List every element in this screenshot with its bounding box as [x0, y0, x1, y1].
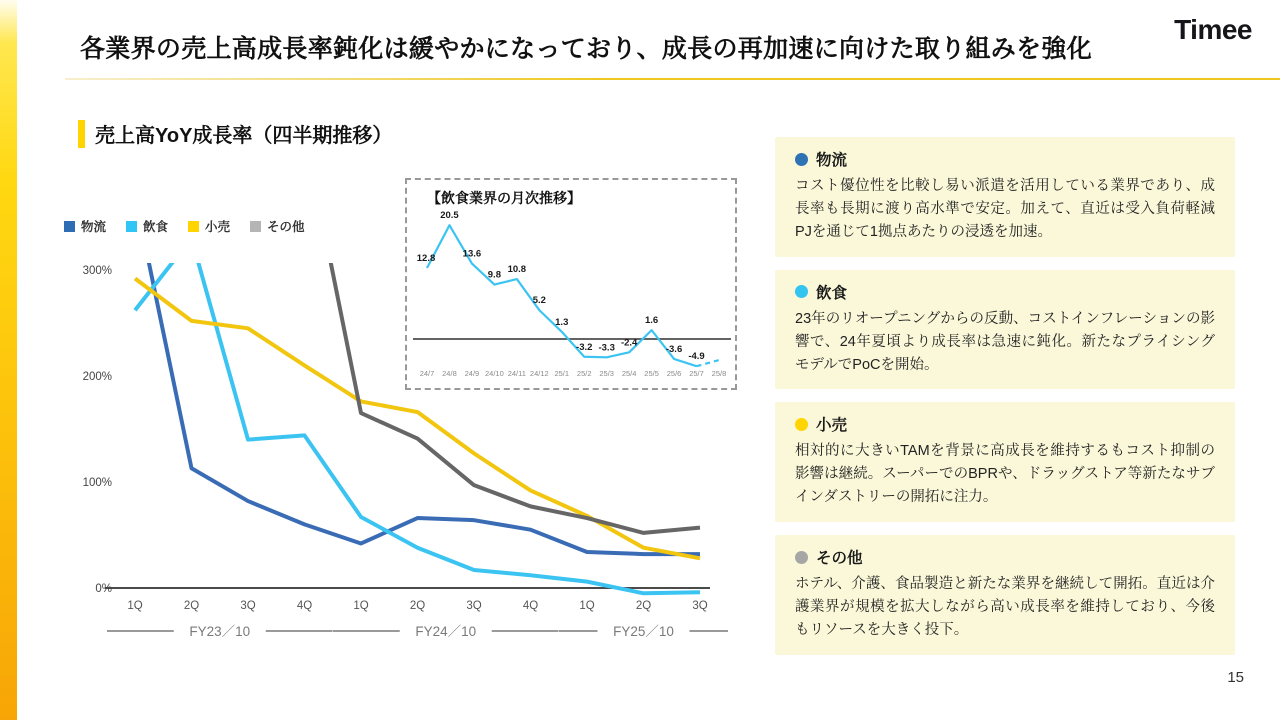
inset-value-label-25/4: -2.4	[620, 337, 638, 349]
inset-value-label-25/3: -3.3	[598, 342, 615, 354]
inset-title: 【飲食業界の月次推移】	[427, 190, 581, 206]
industry-name-others: その他	[816, 550, 863, 568]
food-monthly-trend-chart	[407, 208, 737, 388]
industry-body-logistics: コスト優位性を比較し易い派遣を活用している業界であり、成長率も長期に渡り高水準で安定。加えて、直近は受入負荷軽減PJを通じて1拠点あたりの浸透を加速。	[795, 178, 1215, 240]
inset-value-label-25/5: 1.6	[644, 315, 659, 327]
inset-x-tick-24/7: 24/7	[419, 369, 435, 378]
legend-swatch-logistics	[64, 221, 75, 232]
title-underline	[65, 78, 1280, 80]
left-accent-bar	[0, 0, 17, 720]
legend-label-others: その他	[267, 220, 305, 234]
legend-swatch-retail	[188, 221, 199, 232]
inset-x-tick-25/7: 25/7	[689, 369, 704, 378]
y-tick-0%: 0%	[95, 583, 112, 595]
industry-dot-retail	[795, 418, 808, 431]
fy-label-0: FY23／10	[189, 624, 251, 639]
inset-value-label-24/12: 5.2	[532, 295, 546, 307]
industry-dot-logistics	[795, 153, 808, 166]
industry-box-retail	[775, 402, 1235, 522]
x-tick-q2: 2Q	[183, 600, 200, 612]
inset-value-label-24/11: 10.8	[507, 264, 527, 276]
inset-x-tick-25/3: 25/3	[599, 369, 614, 378]
x-tick-q5: 1Q	[353, 600, 369, 612]
industry-body-others: ホテル、介護、食品製造と新たな業界を継続して開拓。直近は介護業界が規模を拡大しながら高い成長率を維持しており、今後もリソースを大きく投下。	[795, 576, 1215, 638]
fy-label-1: FY24／10	[415, 624, 477, 639]
inset-x-tick-25/2: 25/2	[576, 369, 592, 378]
industry-box-header-food	[795, 281, 1215, 303]
industry-box-header-logistics	[795, 148, 1215, 170]
legend-item-retail	[188, 217, 230, 235]
y-tick-300%: 300%	[82, 265, 112, 277]
chart-legend	[64, 217, 305, 235]
industry-box-header-others	[795, 546, 1215, 568]
inset-x-tick-25/1: 25/1	[554, 369, 570, 378]
industry-name-logistics: 物流	[816, 152, 848, 169]
fy-label-2: FY25／10	[613, 624, 674, 639]
inset-x-tick-24/11: 24/11	[507, 369, 526, 378]
inset-value-label-25/2: -3.2	[576, 341, 593, 353]
inset-value-label-24/9: 13.6	[462, 248, 482, 260]
industry-name-food: 飲食	[816, 284, 848, 302]
industry-body-retail: 相対的に大きいTAMを背景に高成長を維持するもコスト抑制の影響は継続。スーパーでのBPRや、ドラッグストア等新たなサブインダストリーの開拓に注力。	[795, 443, 1215, 506]
inset-value-label-25/1: 1.3	[555, 316, 569, 328]
industry-body-food: 23年のリオープニングからの反動、コストインフレーションの影響で、24年夏頃より成長率は急速に鈍化。新たなプライシングモデルでPoCを開始。	[795, 310, 1215, 373]
inset-x-tick-25/5: 25/5	[644, 369, 659, 378]
page-number: 15	[1227, 669, 1244, 686]
x-tick-q9: 1Q	[579, 600, 595, 612]
monthly-inset-panel	[405, 178, 737, 390]
x-tick-q7: 3Q	[466, 600, 482, 612]
industry-box-header-retail	[795, 413, 1215, 435]
inset-value-label-24/10: 9.8	[487, 269, 501, 281]
x-tick-q4: 4Q	[296, 600, 313, 612]
x-tick-q1: 1Q	[127, 600, 143, 612]
y-tick-100%: 100%	[82, 477, 112, 489]
x-tick-q11: 3Q	[692, 600, 708, 612]
y-tick-200%: 200%	[82, 371, 112, 383]
x-tick-q6: 2Q	[409, 600, 426, 612]
legend-item-logistics	[64, 217, 106, 235]
x-tick-q8: 4Q	[522, 600, 539, 612]
inset-series-line	[427, 225, 697, 366]
inset-x-tick-24/10: 24/10	[484, 369, 504, 378]
section-accent-bar	[78, 120, 85, 148]
inset-x-tick-25/8: 25/8	[711, 369, 727, 378]
industry-box-food	[775, 270, 1235, 390]
section-title: 売上高YoY成長率（四半期推移）	[95, 125, 393, 147]
inset-x-tick-24/9: 24/9	[464, 369, 480, 378]
inset-x-tick-25/4: 25/4	[621, 369, 637, 378]
legend-label-retail: 小売	[205, 220, 231, 234]
slide-title: 各業界の売上高成長率鈍化は緩やかになっており、成長の再加速に向けた取り組みを強化	[80, 35, 1093, 63]
timee-logo: Timee	[1174, 14, 1252, 45]
inset-x-tick-24/12: 24/12	[529, 369, 549, 378]
legend-swatch-food	[126, 221, 137, 232]
industry-dot-food	[795, 285, 808, 298]
inset-x-tick-25/6: 25/6	[666, 369, 682, 378]
x-tick-q3: 3Q	[240, 600, 256, 612]
industry-box-logistics	[775, 137, 1235, 257]
legend-item-food	[126, 217, 168, 235]
x-tick-q10: 2Q	[635, 600, 652, 612]
industry-commentary-column	[775, 137, 1235, 655]
legend-label-food: 飲食	[143, 220, 169, 234]
industry-dot-others	[795, 551, 808, 564]
inset-value-label-25/6: -3.6	[665, 343, 683, 355]
legend-item-others	[250, 217, 305, 235]
industry-name-retail: 小売	[816, 417, 848, 435]
section-header	[78, 119, 392, 148]
legend-label-logistics: 物流	[81, 220, 107, 234]
inset-value-label-25/7: -4.9	[688, 351, 705, 363]
inset-value-label-24/8: 20.5	[440, 210, 459, 222]
inset-x-tick-24/8: 24/8	[442, 369, 457, 378]
inset-value-label-24/7: 12.8	[416, 252, 436, 264]
legend-swatch-others	[250, 221, 261, 232]
industry-box-others	[775, 535, 1235, 655]
